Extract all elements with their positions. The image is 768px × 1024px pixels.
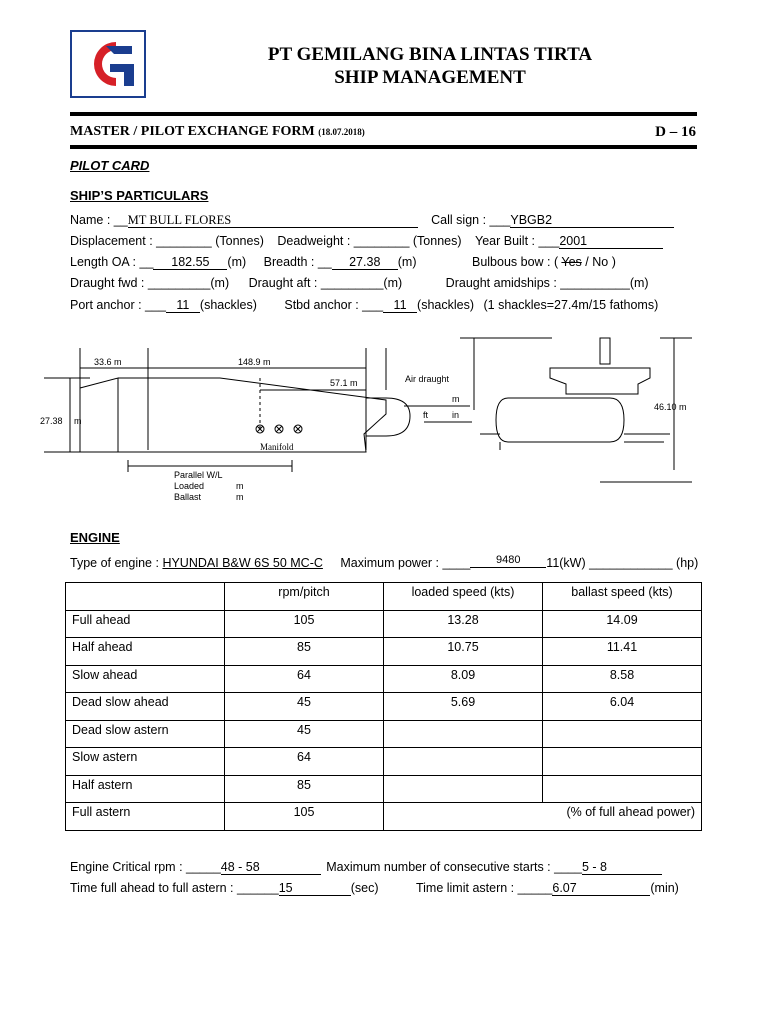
- company-name: PT GEMILANG BINA LINTAS TIRTA: [267, 44, 593, 65]
- length-line: [70, 255, 616, 270]
- rpm-cell[interactable]: 105: [225, 803, 384, 831]
- deadweight-field[interactable]: Deadweight : ________ (Tonnes): [277, 234, 462, 248]
- ship-name-field[interactable]: MT BULL FLORES: [128, 214, 418, 228]
- table-row: [66, 665, 702, 693]
- ballast-speed-cell[interactable]: 8.58: [543, 665, 702, 693]
- parallel-wl-label: Parallel W/L: [174, 470, 223, 480]
- time-limit-unit: (min): [650, 881, 679, 895]
- loaded-speed-cell[interactable]: 10.75: [384, 638, 543, 666]
- rpm-cell[interactable]: 85: [225, 775, 384, 803]
- table-header-cell: loaded speed (kts): [384, 583, 543, 611]
- bulbous-no-option[interactable]: / No ): [585, 255, 616, 269]
- gemilang-g-logo-icon: [72, 32, 144, 96]
- dim-mid-label: 148.9 m: [238, 357, 271, 367]
- critical-rpm-field[interactable]: 48 - 58: [221, 861, 321, 875]
- table-header-row: [66, 583, 702, 611]
- table-row: [66, 748, 702, 776]
- draught-amidships-field[interactable]: Draught amidships : __________(m): [445, 276, 649, 290]
- loaded-unit: m: [236, 481, 244, 491]
- row-label: Full astern: [66, 803, 225, 831]
- starts-label: Maximum number of consecutive starts : ____: [326, 860, 582, 874]
- anchor-line: [70, 298, 658, 313]
- callsign-field[interactable]: YBGB2: [510, 214, 674, 228]
- dim-aft-label: 33.6 m: [94, 357, 122, 367]
- dim-breadth-unit: m: [74, 416, 82, 426]
- dim-breadth-label: 27.38: [40, 416, 63, 426]
- ballast-speed-cell[interactable]: 11.41: [543, 638, 702, 666]
- port-anchor-label: Port anchor : ___: [70, 298, 166, 312]
- ship-diagram: [30, 330, 710, 510]
- form-date: (18.07.2018): [318, 127, 365, 137]
- form-title-text: MASTER / PILOT EXCHANGE FORM: [70, 124, 315, 139]
- loaded-speed-cell[interactable]: [384, 720, 543, 748]
- ballast-speed-cell[interactable]: 14.09: [543, 610, 702, 638]
- manifold-symbols: [256, 425, 302, 433]
- bulbous-yes-option[interactable]: Yes: [561, 255, 582, 269]
- row-label: Full ahead: [66, 610, 225, 638]
- engine-type-field[interactable]: HYUNDAI B&W 6S 50 MC-C: [162, 556, 323, 570]
- year-label: Year Built : ___: [475, 234, 560, 248]
- name-line: [70, 213, 674, 228]
- displacement-line: [70, 234, 663, 249]
- time-astern-unit: (sec): [350, 881, 379, 895]
- rpm-cell[interactable]: 85: [225, 638, 384, 666]
- breadth-field[interactable]: 27.38: [332, 256, 398, 270]
- pilot-card-heading: [70, 158, 149, 173]
- displacement-field[interactable]: Displacement : ________ (Tonnes): [70, 234, 264, 248]
- ballast-speed-cell[interactable]: [543, 775, 702, 803]
- dim-fwd-label: 57.1 m: [330, 378, 358, 388]
- length-unit: (m): [227, 255, 247, 269]
- ballast-unit: m: [236, 492, 244, 502]
- rpm-cell[interactable]: 64: [225, 665, 384, 693]
- table-header-cell: rpm/pitch: [225, 583, 384, 611]
- full-astern-note[interactable]: (% of full ahead power): [384, 803, 702, 831]
- particulars-heading: [70, 188, 208, 203]
- max-power-hp-field[interactable]: ____________ (hp): [589, 556, 699, 570]
- engine-type-line: [70, 556, 698, 572]
- breadth-unit: (m): [397, 255, 417, 269]
- max-power-label: Maximum power : ____: [340, 556, 471, 570]
- stbd-anchor-unit: (shackles): [417, 298, 475, 312]
- loaded-speed-cell[interactable]: 5.69: [384, 693, 543, 721]
- loaded-speed-cell[interactable]: 8.09: [384, 665, 543, 693]
- particulars-heading-text: SHIP’S PARTICULARS: [70, 188, 209, 203]
- manifold-label: Manifold: [260, 442, 294, 452]
- bulbous-label: Bulbous bow : (: [471, 255, 559, 269]
- loaded-speed-cell[interactable]: [384, 775, 543, 803]
- table-row: [66, 720, 702, 748]
- stbd-anchor-field[interactable]: 11: [383, 299, 417, 313]
- row-label: Slow astern: [66, 748, 225, 776]
- table-row: [66, 693, 702, 721]
- table-header-cell: ballast speed (kts): [543, 583, 702, 611]
- rpm-cell[interactable]: 105: [225, 610, 384, 638]
- draught-aft-field[interactable]: Draught aft : _________(m): [248, 276, 403, 290]
- height-label: 46.10 m: [654, 402, 687, 412]
- pilot-card-heading-text: PILOT CARD: [70, 158, 150, 173]
- table-row: [66, 775, 702, 803]
- table-row: [66, 610, 702, 638]
- header-rule-bottom: [70, 145, 697, 149]
- loaded-speed-cell[interactable]: [384, 748, 543, 776]
- row-label: Half ahead: [66, 638, 225, 666]
- max-power-kw: 11(kW): [546, 556, 586, 570]
- time-limit-field[interactable]: 6.07: [552, 882, 650, 896]
- header-rule-top: [70, 112, 697, 116]
- length-oa-field[interactable]: 182.55: [153, 256, 227, 270]
- table-header-cell: [66, 583, 225, 611]
- critical-rpm-label: Engine Critical rpm : _____: [70, 860, 221, 874]
- ballast-label: Ballast: [174, 492, 202, 502]
- ship-front-view: [404, 338, 692, 482]
- port-anchor-unit: (shackles): [199, 298, 257, 312]
- row-label: Dead slow astern: [66, 720, 225, 748]
- critical-rpm-line: [70, 860, 662, 875]
- form-code: D – 16: [655, 124, 696, 140]
- ballast-speed-cell[interactable]: [543, 720, 702, 748]
- rpm-cell[interactable]: 45: [225, 720, 384, 748]
- year-built-field[interactable]: 2001: [559, 235, 663, 249]
- engine-type-label: Type of engine :: [70, 556, 159, 570]
- form-title: [70, 124, 365, 140]
- air-draught-ft: ft: [423, 410, 429, 420]
- ballast-speed-cell[interactable]: 6.04: [543, 693, 702, 721]
- breadth-label: Breadth : __: [263, 255, 332, 269]
- loaded-label: Loaded: [174, 481, 205, 491]
- rpm-cell[interactable]: 64: [225, 748, 384, 776]
- draught-line: [70, 276, 649, 290]
- time-line: [70, 881, 679, 896]
- department-name: SHIP MANAGEMENT: [334, 67, 526, 88]
- consecutive-starts-field[interactable]: 5 - 8: [582, 861, 662, 875]
- callsign-label: Call sign : ___: [431, 213, 511, 227]
- max-power-field[interactable]: 9480: [470, 554, 546, 568]
- row-label: Half astern: [66, 775, 225, 803]
- time-limit-label: Time limit astern : _____: [415, 881, 553, 895]
- table-row: [66, 638, 702, 666]
- port-anchor-field[interactable]: 11: [166, 299, 200, 313]
- engine-heading-text: ENGINE: [70, 530, 120, 545]
- air-draught-m: m: [452, 394, 460, 404]
- rpm-cell[interactable]: 45: [225, 693, 384, 721]
- row-label: Dead slow ahead: [66, 693, 225, 721]
- name-label: Name : __: [70, 213, 128, 227]
- engine-speed-table: [65, 582, 702, 831]
- row-label: Slow ahead: [66, 665, 225, 693]
- air-draught-label: Air draught: [405, 374, 450, 384]
- time-astern-field[interactable]: 15: [279, 882, 351, 896]
- draught-fwd-field[interactable]: Draught fwd : _________(m): [70, 276, 230, 290]
- engine-heading: [70, 530, 120, 545]
- table-row: [66, 803, 702, 831]
- time-astern-label: Time full ahead to full astern : ______: [70, 881, 279, 895]
- air-draught-in: in: [452, 410, 460, 420]
- length-label: Length OA : __: [70, 255, 154, 269]
- loaded-speed-cell[interactable]: 13.28: [384, 610, 543, 638]
- ballast-speed-cell[interactable]: [543, 748, 702, 776]
- shackle-note: (1 shackles=27.4m/15 fathoms): [483, 298, 659, 312]
- company-logo: [70, 30, 146, 98]
- stbd-anchor-label: Stbd anchor : ___: [284, 298, 384, 312]
